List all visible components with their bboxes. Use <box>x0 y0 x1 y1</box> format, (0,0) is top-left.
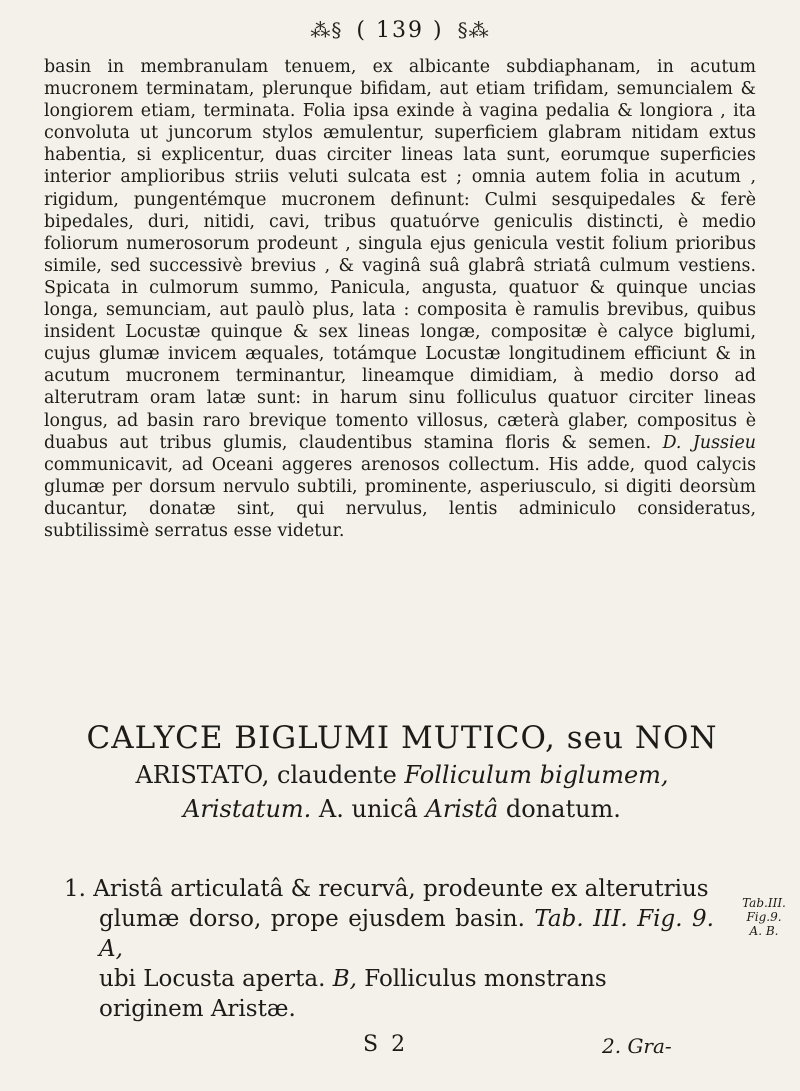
margin-note-line2: A. B. <box>749 924 779 938</box>
entry-line4: originem Aristæ. <box>99 996 296 1022</box>
paragraph-text-part1: basin in membranulam tenuem, ex albicante subdiaphanam, in acutum mucronem terminatam, plerunque bifidam, aut etiam trifidam, semuncialem & longiorem etiam, terminata. Folia ipsa exinde à vagina pedalia & longiora , ita convoluta ut juncorum stylos æmulentur, superficiem glabram nitidam extus habentia, si explicentur, duas circiter lineas lata sunt, eorumque superficies interior amplioribus striis veluti sulcata est ; omnia autem folia in acutum , rigidum, pungentémque mucronem definunt: Culmi sesquipedales & ferè bipedales, duri, nitidi, cavi, tribus quatuórve geniculis distincti, è medio foliorum numerosorum prodeunt , singula ejus genicula vestit folium prioribus simile, sed successivè brevius , & vaginâ suâ glabrâ striatâ culmum vestiens. Spicata in culmorum summo, Panicula, angusta, quatuor & quinque uncias longa, semunciam, aut paulò plus, lata : composita è ramulis brevibus, quibus insident Locustæ quinque & sex lineas longæ, compositæ è calyce biglumi, cujus glumæ invicem æquales, totámque Locustæ longitudinem efficiunt & in acutum mucronem terminantur, lineamque dimidiam, à medio dorso ad alterutram oram latæ sunt: in harum sinu folliculus quatuor circiter lineas longus, ad basin raro brevique tomento villosus, cæterà glaber, compositus è duabus aut tribus glumis, claudentibus stamina floris & semen. <box>44 57 756 453</box>
paragraph-author-name: D. Jussieu <box>662 432 756 453</box>
entry-line3 <box>64 964 714 994</box>
margin-note <box>728 896 800 938</box>
entry-number: 1. <box>64 876 86 902</box>
paragraph-text-part2: communicavit, ad Oceani aggeres arenosos collectum. His adde, quod calycis glumæ per dorsum nervulo subtili, prominente, asperiusculo, si digiti deorsùm ducantur, donatæ sint, qui nervulus, lentis adminiculo consideratus, subtilissimè serratus esse videtur. <box>44 454 756 541</box>
entry-line1 <box>64 876 709 902</box>
right-ornament: §⁂ <box>457 18 490 42</box>
section-heading-line2 <box>46 758 758 792</box>
signature-mark: S 2 <box>363 1032 409 1057</box>
section-heading-line1: CALYCE BIGLUMI MUTICO, seu NON <box>86 720 718 756</box>
numbered-entry <box>64 874 714 1024</box>
body-paragraph <box>44 56 756 542</box>
entry-line1-text: Aristâ articulatâ & recurvâ, prodeunte ex alterutrius <box>85 876 709 902</box>
section-heading-line2-roman: ARISTATO, claudente <box>135 761 405 789</box>
page-header <box>0 10 800 50</box>
catchword: 2. Gra- <box>602 1034 672 1058</box>
entry-figure-label-b: B, <box>332 966 357 992</box>
page-number: ( 139 ) <box>356 17 444 43</box>
section-heading-line2-italic: Folliculum biglumem, <box>404 761 669 789</box>
entry-figure-reference: Tab. III. Fig. 9. A, <box>99 906 714 962</box>
section-heading-line3-roman: A. unicâ <box>311 795 426 823</box>
section-heading-line3-italic-b: Aristâ <box>425 795 499 823</box>
section-heading-line3 <box>46 792 758 826</box>
entry-line2-text: glumæ dorso, prope ejusdem basin. <box>99 906 535 932</box>
section-heading <box>46 718 758 826</box>
entry-line2 <box>64 904 714 964</box>
section-heading-line3-end: donatum. <box>498 795 621 823</box>
entry-line3-end: Folliculus monstrans <box>356 966 607 992</box>
left-ornament: ⁂§ <box>310 18 343 42</box>
section-heading-line3-italic-a: Aristatum. <box>183 795 312 823</box>
entry-line3-text: ubi Locusta aperta. <box>99 966 333 992</box>
margin-note-line1: Tab.III. Fig.9. <box>742 896 786 924</box>
